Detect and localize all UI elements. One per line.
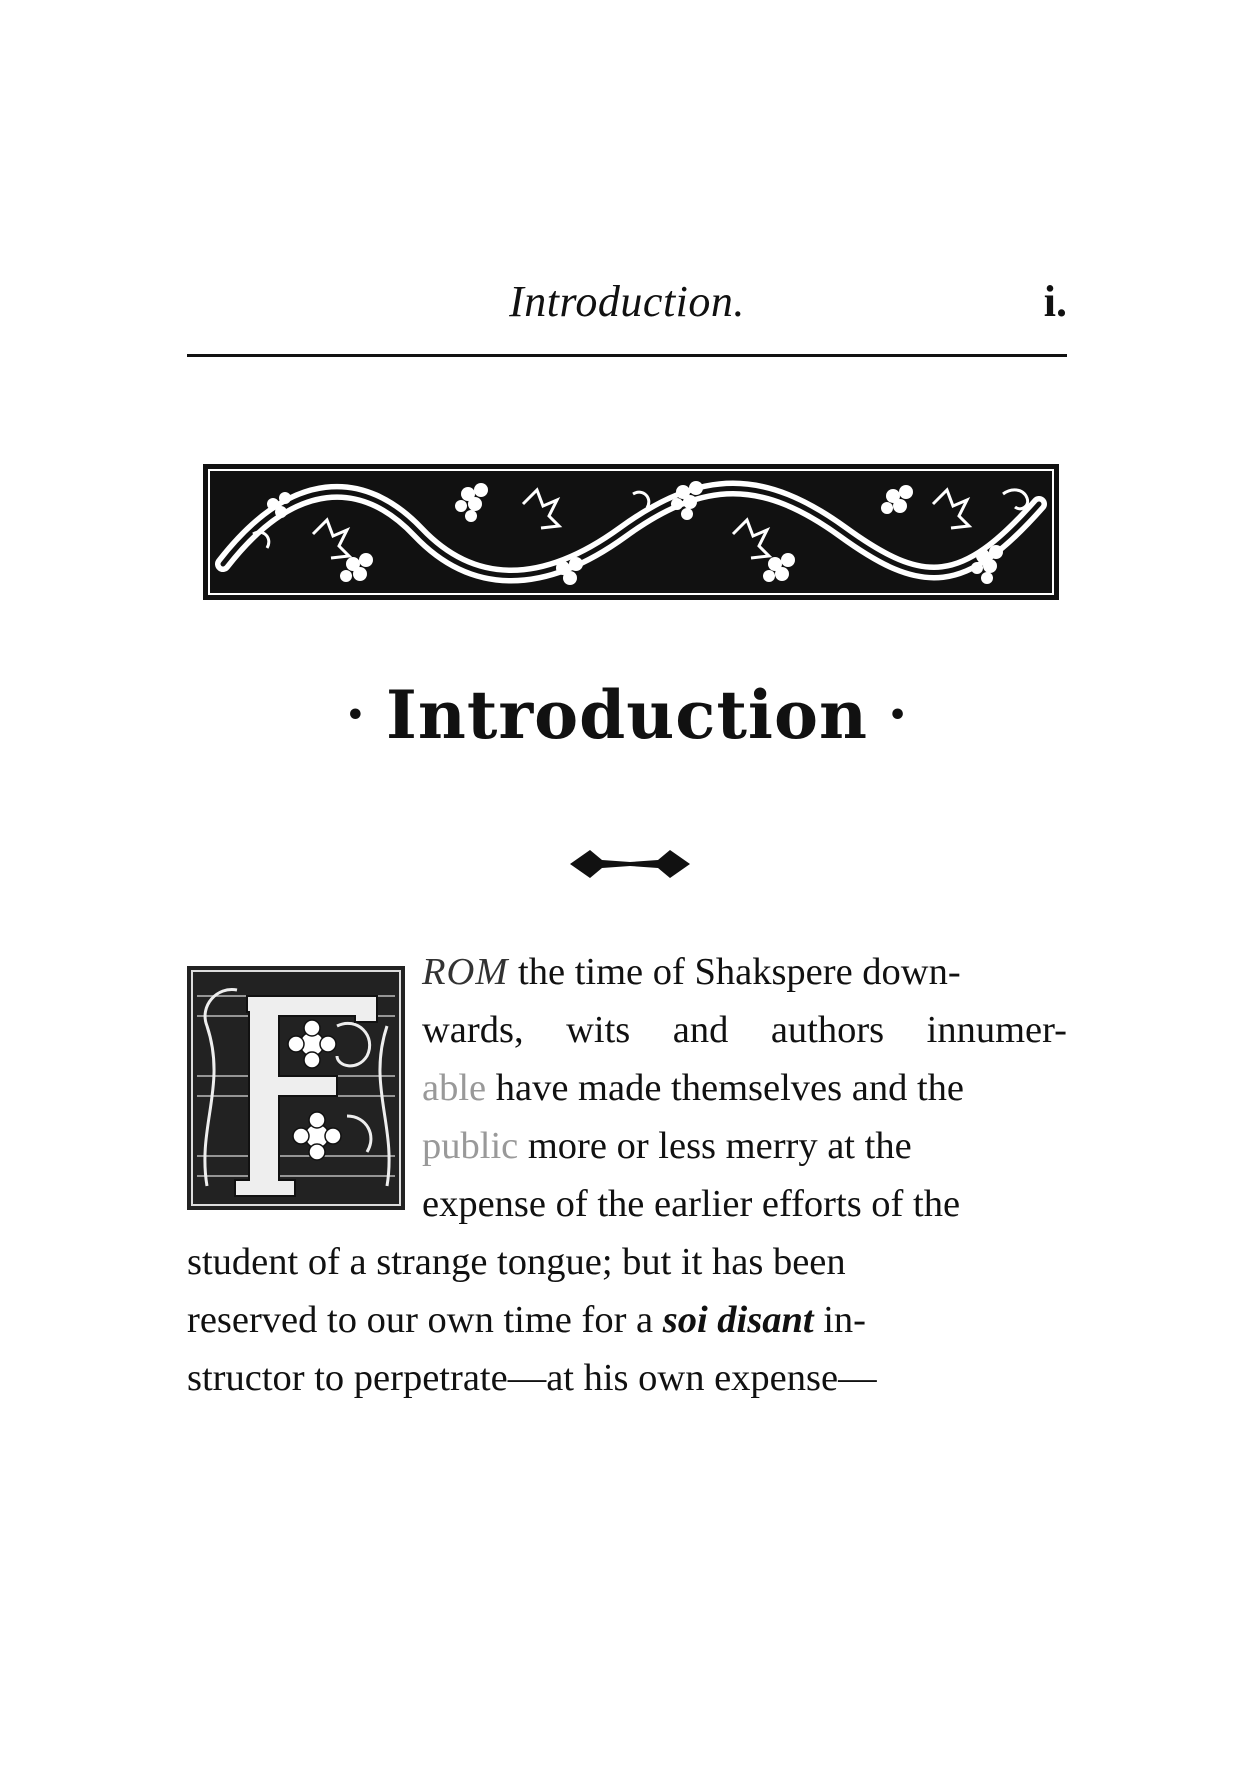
italic-phrase: soi disant [662, 1299, 814, 1341]
text-line-2 [422, 1008, 1067, 1066]
text-line-8 [187, 1356, 1067, 1414]
woodcut-initial-f-icon [187, 966, 405, 1210]
text-line-1-rest: the time of Shakspere down- [518, 951, 961, 993]
text-line-7-a: reserved to our own time for a [187, 1299, 654, 1341]
heading-bullet-right: • [888, 697, 909, 733]
chapter-heading [187, 676, 1067, 754]
faded-word: public [422, 1125, 519, 1167]
word: innumer- [926, 1009, 1067, 1051]
heading-text: Introduction [385, 676, 869, 754]
text-line-5 [422, 1182, 1067, 1240]
text-line-5-text: expense of the earlier efforts of the [422, 1183, 961, 1225]
word: and [672, 1009, 729, 1051]
vine-headpiece-ornament [203, 464, 1059, 600]
header-rule [187, 354, 1067, 357]
word: wards, [422, 1009, 524, 1051]
text-line-3-rest: have made themselves and the [495, 1067, 964, 1109]
diamond-ornament [566, 844, 694, 884]
text-line-4 [422, 1124, 1067, 1182]
text-line-3 [422, 1066, 1067, 1124]
text-line-7-b: in- [823, 1299, 866, 1341]
dropcap-continuation: ROM [422, 951, 509, 993]
text-line-8-text: structor to perpetrate—at his own expense— [187, 1357, 877, 1399]
running-title: Introduction. [509, 277, 745, 326]
heading-bullet-left: • [345, 697, 366, 733]
word: authors [770, 1009, 885, 1051]
running-head [187, 272, 1067, 330]
text-line-1 [422, 950, 1067, 1008]
text-line-6 [187, 1240, 1067, 1298]
word: wits [566, 1009, 631, 1051]
text-line-7 [187, 1298, 1067, 1356]
faded-word: able [422, 1067, 487, 1109]
page-number: i. [1043, 277, 1067, 326]
text-line-4-rest: more or less merry at the [527, 1125, 912, 1167]
text-line-6-text: student of a strange tongue; but it has been [187, 1241, 846, 1283]
